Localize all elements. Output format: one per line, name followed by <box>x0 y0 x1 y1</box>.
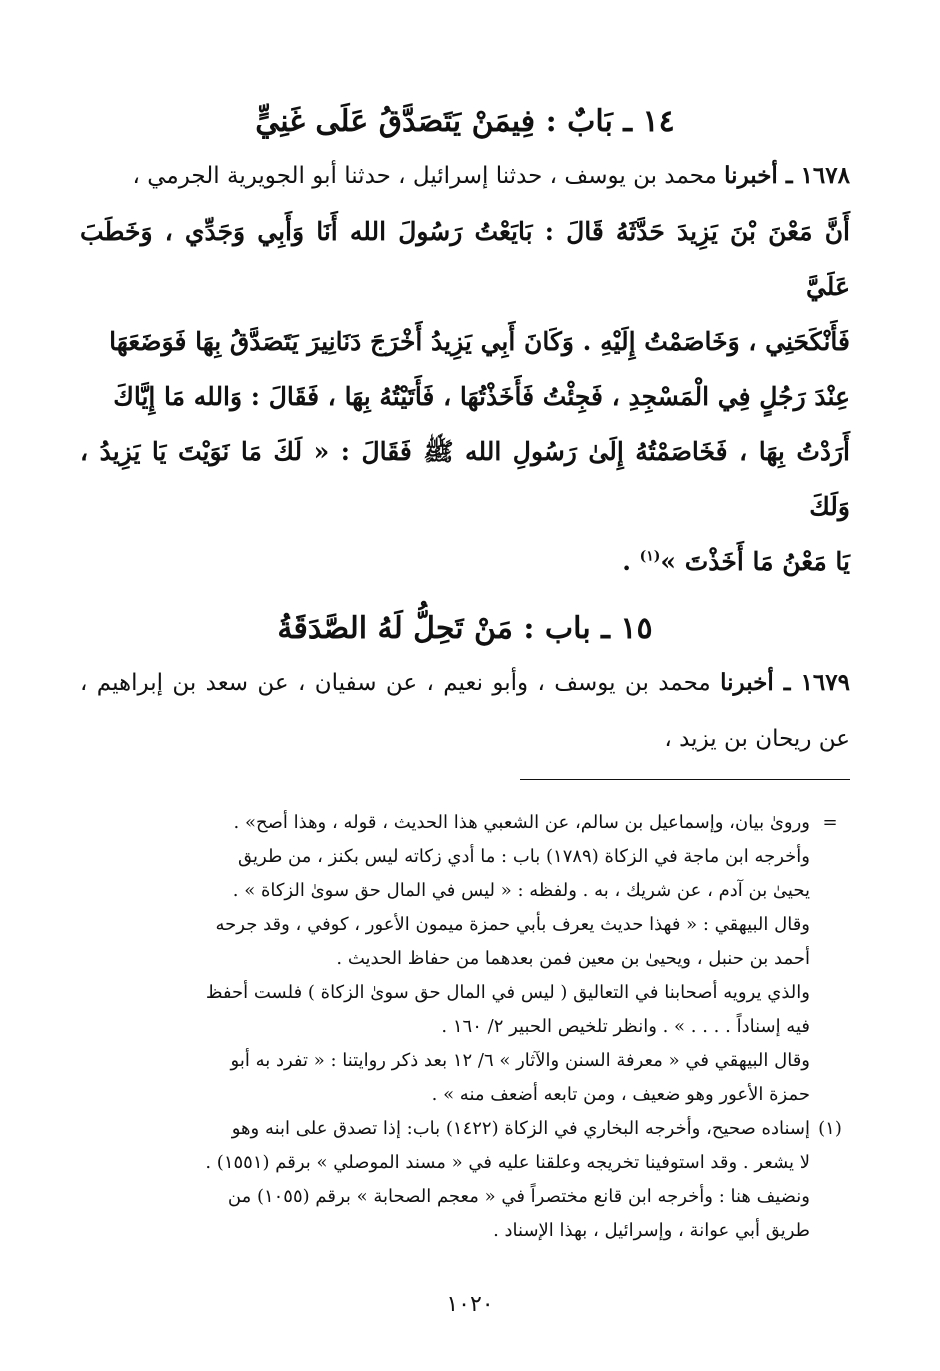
matn-end-punct: . <box>622 547 640 576</box>
hadith-1678-chain: محمد بن يوسف ، حدثنا إسرائيل ، حدثنا أبو الجويرية الجرمي ، <box>132 163 717 189</box>
hadith-1679-isnad <box>80 655 850 767</box>
matn-line: فَأَنْكَحَنِي ، وَخَاصَمْتُ إِلَيْهِ . وَكَانَ أَبِي يَزِيدُ أَخْرَجَ دَنَانِيرَ يَتَصَدَّقُ بِهَا فَوَضَعَهَا <box>109 327 850 356</box>
hadith-1678-matn <box>80 204 850 589</box>
matn-line: عِنْدَ رَجُلٍ فِي الْمَسْجِدِ ، فَجِئْتُ فَأَخَذْتُهَا ، فَأَتَيْتُهُ بِهَا ، فَقَالَ : وَالله مَا إِيَّاكَ <box>113 382 850 411</box>
note-line: وقال البيهقي : « فهذا حديث يعرف بأبي حمزة ميمون الأعور ، كوفي ، وقد جرحه <box>215 914 810 935</box>
continuation-body <box>80 806 810 1112</box>
page-body <box>80 96 850 1248</box>
note-line: فيه إسناداً . . . . » . وانظر تلخيص الحبير ٢/ ١٦٠ . <box>441 1016 810 1037</box>
note-line: لا يشعر . وقد استوفينا تخريجه وعلقنا عليه في « مسند الموصلي » برقم (١٥٥١) . <box>205 1152 810 1173</box>
hadith-1678-number: ١٦٧٨ ـ أخبرنا <box>724 162 850 189</box>
note-line: ونضيف هنا : وأخرجه ابن قانع مختصراً في « معجم الصحابة » برقم (١٠٥٥) من <box>227 1186 810 1207</box>
hadith-1679-chain: محمد بن يوسف ، وأبو نعيم ، عن سفيان ، عن سعد بن إبراهيم ، عن ريحان بن يزيد ، <box>80 670 850 752</box>
note-line: يحيىٰ بن آدم ، عن شريك ، به . ولفظه : « ليس في المال حق سوىٰ الزكاة » . <box>232 880 810 901</box>
note-line: والذي يرويه أصحابنا في التعاليق ( ليس في المال حق سوىٰ الزكاة ) فلست أحفظ <box>205 982 810 1003</box>
footnote-1-mark: (١) <box>818 1118 842 1139</box>
footnote-continuation <box>80 806 850 1112</box>
note-line: طريق أبي عوانة ، وإسرائيل ، بهذا الإسناد . <box>493 1220 810 1241</box>
note-line: حمزة الأعور وهو ضعيف ، ومن تابعه أضعف منه » . <box>431 1084 810 1105</box>
continuation-mark: = <box>822 812 838 833</box>
note-line: أحمد بن حنبل ، ويحيىٰ بن معين فمن بعدهما من حفاظ الحديث . <box>336 948 810 969</box>
hadith-1679-number: ١٦٧٩ ـ أخبرنا <box>720 669 850 696</box>
section-14-heading: ١٤ ـ بَابٌ : فِيمَنْ يَتَصَدَّقُ عَلَى غَنِيٍّ <box>255 104 675 139</box>
note-line: وروىٰ بيان، وإسماعيل بن سالم، عن الشعبي هذا الحديث ، قوله ، وهذا أصح» . <box>233 812 810 833</box>
matn-line: أَنَّ مَعْنَ بْنَ يَزِيدَ حَدَّثَهُ قَالَ : بَايَعْتُ رَسُولَ الله أَنَا وَأَبِي وَجَدِّي ، وَخَطَبَ عَلَيَّ <box>80 217 850 301</box>
section-15-heading: ١٥ ـ باب : مَنْ تَحِلُّ لَهُ الصَّدَقَةُ <box>277 611 653 646</box>
matn-line: يَا مَعْنُ مَا أَخَذْتَ » <box>660 547 850 576</box>
footnotes <box>80 806 850 1248</box>
note-line: وأخرجه ابن ماجة في الزكاة (١٧٨٩) باب : ما أدي زكاته ليس بكنز ، من طريق <box>238 846 810 867</box>
matn-line: أَرَدْتُ بِهَا ، فَخَاصَمْتُهُ إِلَىٰ رَسُولِ الله ﷺ فَقَالَ : « لَكَ مَا نَوَيْتَ يَا يَزِيدُ ، وَلَكَ <box>80 437 850 521</box>
note-line: إسناده صحيح، وأخرجه البخاري في الزكاة (١٤٢٢) باب: إذا تصدق على ابنه وهو <box>231 1118 810 1139</box>
footnote-reference: (١) <box>639 548 661 565</box>
footnote-1 <box>80 1112 850 1248</box>
matn-last-line <box>80 534 850 589</box>
hadith-1678-isnad <box>80 148 850 204</box>
page-number: ١٠٢٠ <box>446 1292 494 1317</box>
footnote-1-body <box>80 1112 810 1248</box>
footnote-separator <box>520 779 850 780</box>
note-line: وقال البيهقي في « معرفة السنن والآثار » ٦/ ١٢ بعد ذكر روايتنا : « تفرد به أبو <box>230 1050 810 1071</box>
